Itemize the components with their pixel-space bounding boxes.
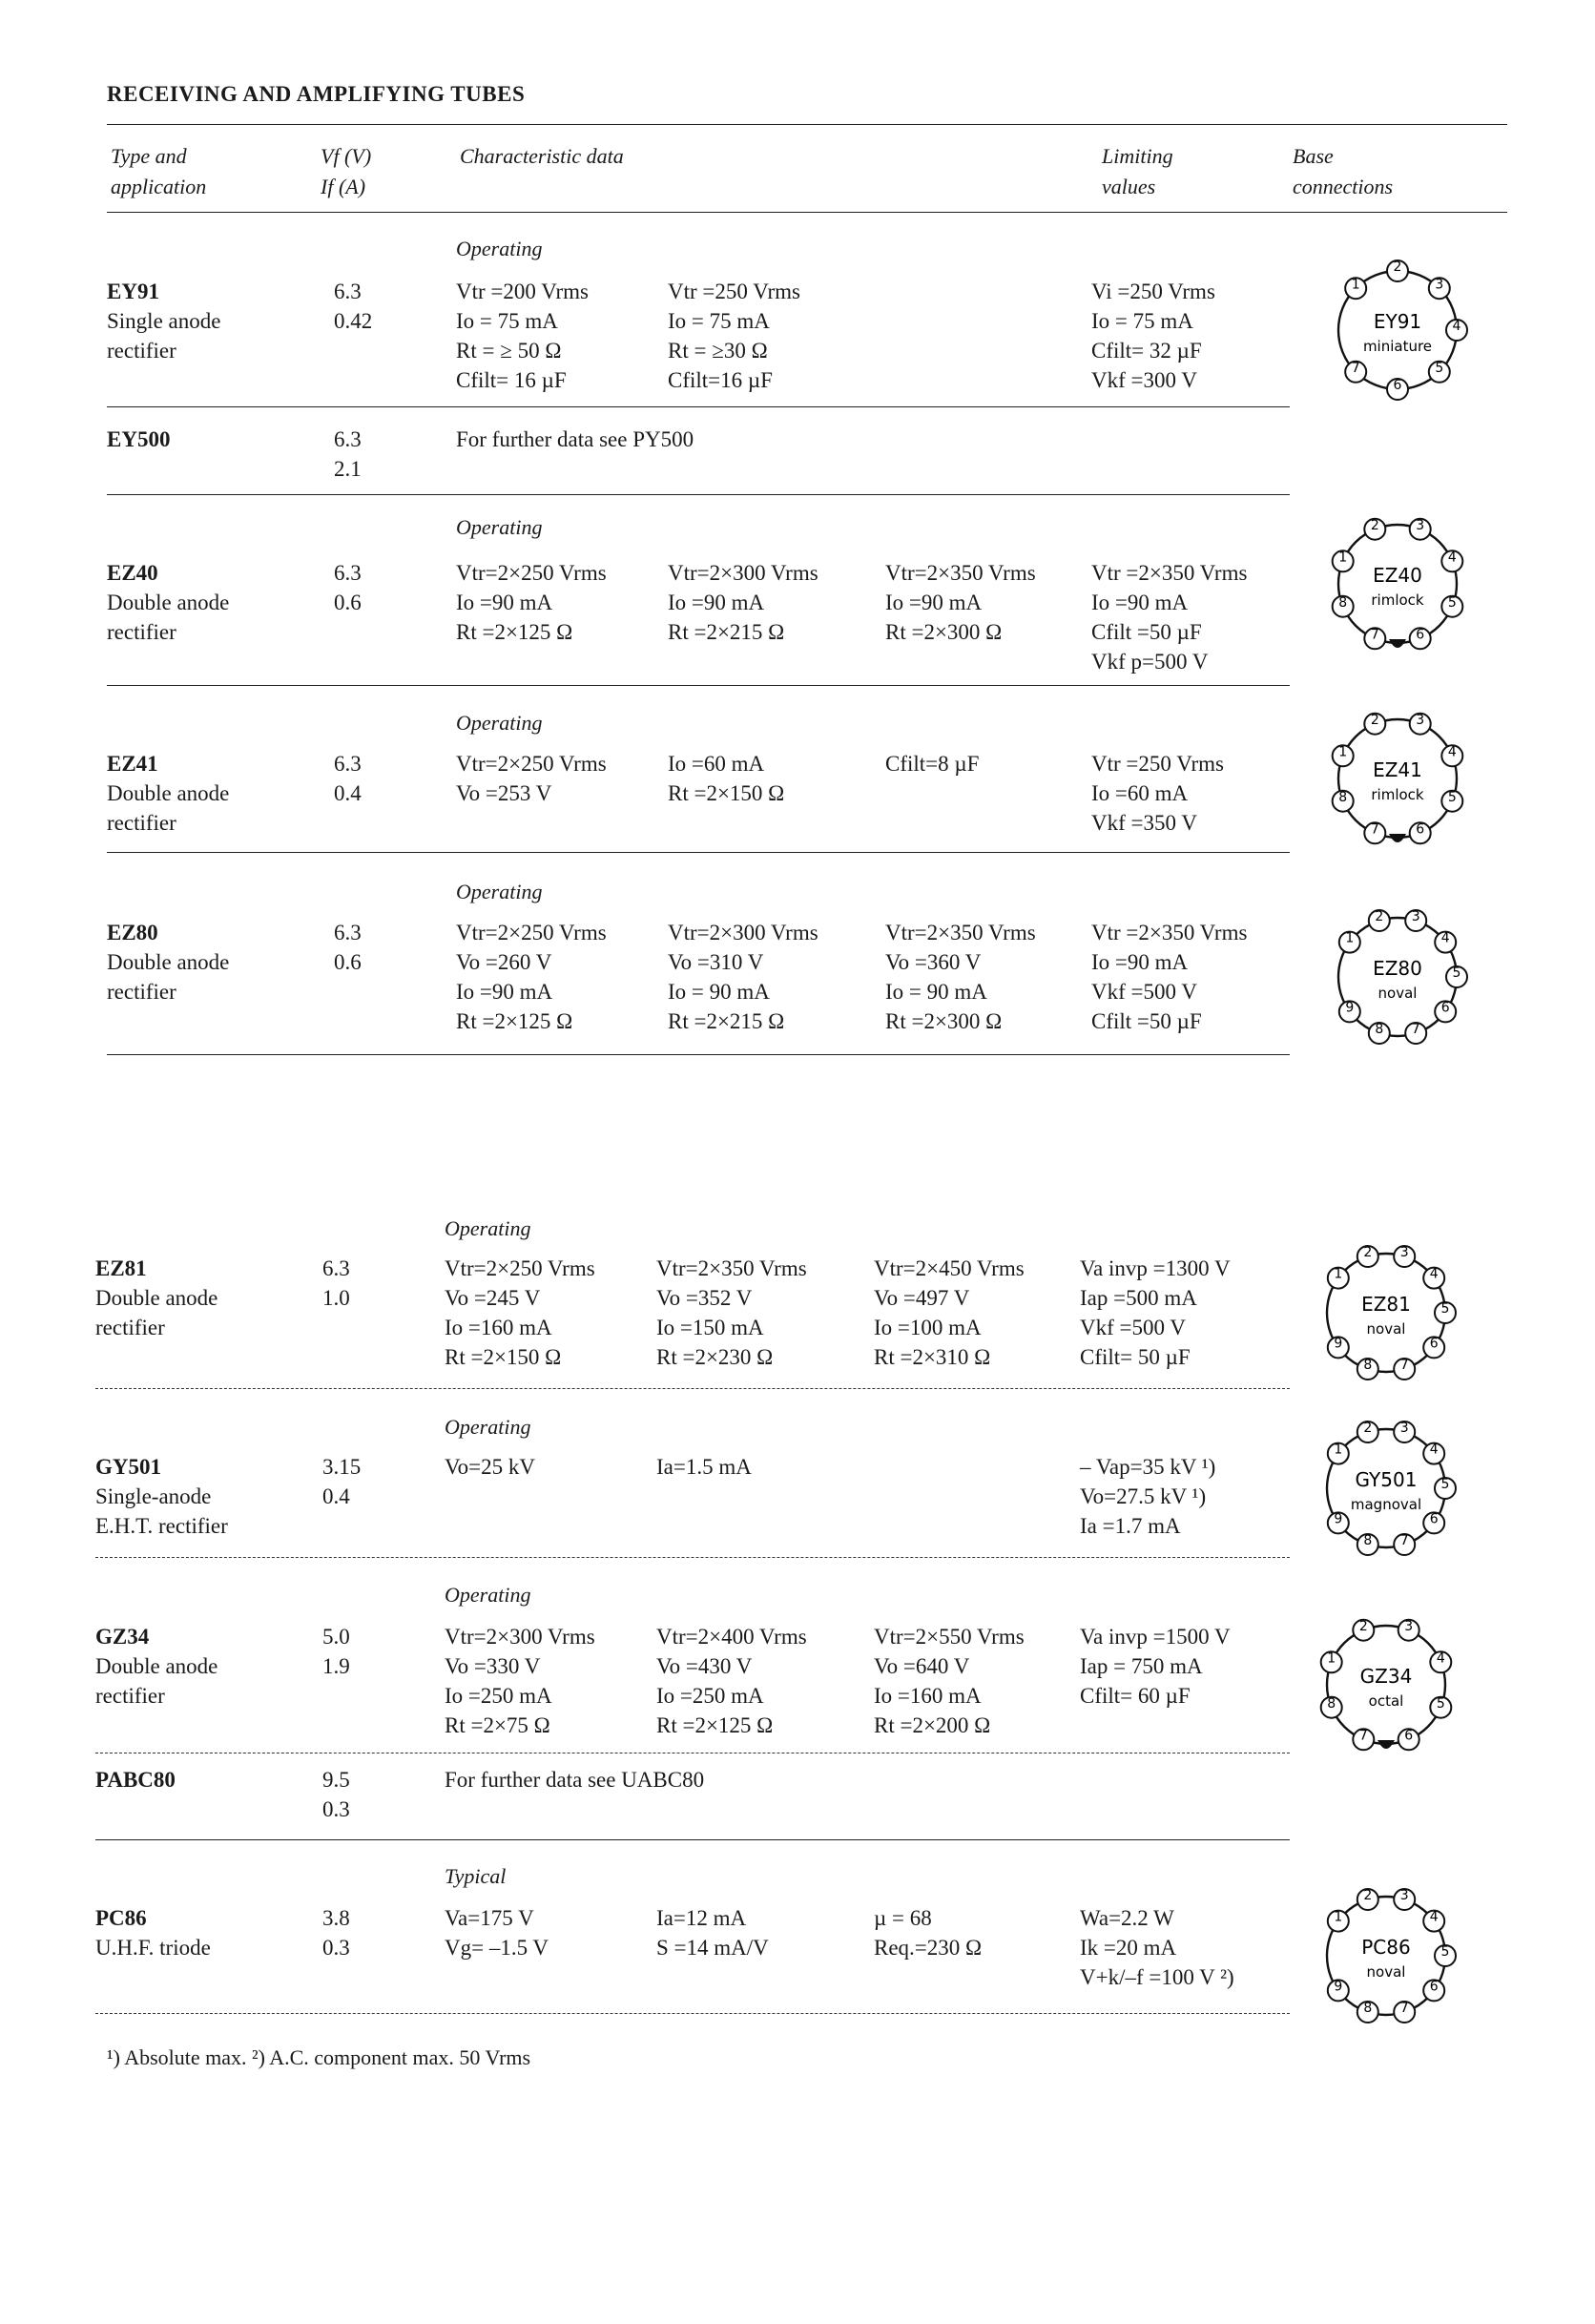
limiting-value: Vo=27.5 kV ¹) — [1080, 1484, 1207, 1508]
pin-number: 3 — [1399, 1245, 1409, 1261]
pin-number: 7 — [1351, 360, 1360, 376]
header-line: Base — [1293, 144, 1334, 168]
characteristic-value: Rt =2×125 Ω — [456, 1009, 573, 1033]
base-type-label: EZ40 — [1373, 564, 1422, 587]
characteristic-value: Rt =2×150 Ω — [445, 1345, 562, 1369]
pin-number: 1 — [1338, 550, 1348, 566]
characteristic-value: Cfilt= 16 µF — [456, 368, 567, 392]
pin-number: 2 — [1375, 909, 1384, 925]
pin-number: 2 — [1370, 517, 1379, 533]
characteristic-value: Io =250 mA — [656, 1684, 764, 1708]
characteristic-value: Rt =2×125 Ω — [656, 1713, 774, 1737]
header-type-application — [111, 141, 206, 202]
characteristic-value: Vtr=2×250 Vrms — [456, 921, 607, 944]
pin-number: 5 — [1435, 360, 1444, 376]
characteristic-value: Io = 90 mA — [668, 980, 770, 1004]
characteristic-value: Io =100 mA — [874, 1316, 982, 1339]
pin-number: 8 — [1338, 594, 1348, 611]
pin-number: 2 — [1393, 259, 1402, 276]
filament-current: 1.9 — [322, 1654, 350, 1678]
characteristic-value: Rt =2×75 Ω — [445, 1713, 550, 1737]
pin-number: 3 — [1399, 1888, 1409, 1904]
row-separator — [107, 406, 1290, 407]
characteristic-value: Vtr=2×450 Vrms — [874, 1256, 1025, 1280]
pin-number: 2 — [1363, 1421, 1373, 1437]
limiting-value: Vi =250 Vrms — [1091, 280, 1215, 303]
characteristic-value: Io =90 mA — [668, 591, 765, 614]
filament-current: 0.3 — [322, 1936, 350, 1960]
filament-current: 0.3 — [322, 1797, 350, 1821]
tube-application: rectifier — [107, 620, 176, 644]
header-line: Type and — [111, 144, 187, 168]
limiting-value: Cfilt= 50 µF — [1080, 1345, 1191, 1369]
condition-label: Operating — [445, 1583, 531, 1607]
characteristic-value: Io =60 mA — [668, 752, 765, 776]
pin-number: 2 — [1358, 1618, 1368, 1634]
characteristic-value: Vo=25 kV — [445, 1455, 535, 1479]
row-separator — [107, 852, 1290, 853]
characteristic-value: Io =250 mA — [445, 1684, 552, 1708]
characteristic-value: Vtr =250 Vrms — [668, 280, 800, 303]
tube-type: EZ40 — [107, 561, 158, 585]
base-connection-diagram — [1295, 1589, 1477, 1771]
filament-current: 0.42 — [334, 309, 373, 333]
pin-number: 5 — [1447, 594, 1457, 611]
limiting-value: Io =60 mA — [1091, 781, 1189, 805]
pin-number: 4 — [1447, 550, 1457, 566]
tube-application: E.H.T. rectifier — [95, 1514, 228, 1538]
characteristic-value: Rt =2×125 Ω — [456, 620, 573, 644]
pin-number: 5 — [1440, 1477, 1450, 1493]
tube-application: Double anode — [107, 591, 230, 614]
condition-label: Operating — [456, 237, 543, 260]
tube-application: Double anode — [107, 781, 230, 805]
pin-number: 9 — [1345, 1000, 1355, 1016]
base-diagram-svg — [1295, 1589, 1477, 1771]
limiting-value: Io =90 mA — [1091, 591, 1189, 614]
tube-application: rectifier — [95, 1316, 165, 1339]
base-subtype-label: miniature — [1362, 338, 1433, 355]
tube-application: Single-anode — [95, 1484, 212, 1508]
characteristic-value: Io =160 mA — [874, 1684, 982, 1708]
base-subtype-label: noval — [1378, 985, 1418, 1002]
characteristic-value: Vo =330 V — [445, 1654, 541, 1678]
header-limiting-values — [1102, 141, 1173, 202]
base-type-label: PC86 — [1361, 1936, 1411, 1959]
base-diagram-svg — [1307, 882, 1488, 1063]
limiting-value: Wa=2.2 W — [1080, 1906, 1174, 1930]
pin-number: 7 — [1399, 1533, 1409, 1549]
filament-current: 0.6 — [334, 950, 362, 974]
characteristic-value: Vtr=2×250 Vrms — [456, 752, 607, 776]
characteristic-value: Vtr=2×300 Vrms — [668, 921, 818, 944]
pin-number: 5 — [1452, 965, 1461, 982]
pin-number: 7 — [1358, 1728, 1368, 1744]
characteristic-value: Vtr=2×300 Vrms — [445, 1625, 595, 1649]
row-separator — [95, 1557, 1290, 1558]
characteristic-value: Cfilt=16 µF — [668, 368, 773, 392]
characteristic-value: S =14 mA/V — [656, 1936, 769, 1960]
characteristic-value: Rt =2×300 Ω — [885, 620, 1003, 644]
limiting-value: Vkf =350 V — [1091, 811, 1197, 835]
base-connection-diagram — [1295, 1393, 1477, 1574]
pin-number: 4 — [1429, 1909, 1439, 1925]
further-data-note: For further data see UABC80 — [445, 1768, 705, 1792]
base-subtype-label: magnoval — [1350, 1496, 1422, 1513]
filament-current: 0.4 — [334, 781, 362, 805]
limiting-value: Va invp =1300 V — [1080, 1256, 1231, 1280]
limiting-value: Va invp =1500 V — [1080, 1625, 1231, 1649]
header-line: values — [1102, 175, 1156, 198]
tube-type: PABC80 — [95, 1768, 176, 1792]
further-data-note: For further data see PY500 — [456, 427, 694, 451]
pin-number: 6 — [1404, 1728, 1414, 1744]
base-connection-diagram — [1295, 1217, 1477, 1399]
header-characteristic-data: Characteristic data — [460, 144, 624, 168]
pin-number: 7 — [1370, 821, 1379, 838]
pin-number: 5 — [1447, 789, 1457, 805]
pin-number: 9 — [1334, 1336, 1343, 1352]
limiting-value: Cfilt= 60 µF — [1080, 1684, 1191, 1708]
characteristic-value: Vg= –1.5 V — [445, 1936, 549, 1960]
characteristic-value: Rt = ≥30 Ω — [668, 339, 768, 363]
characteristic-value: Io = 90 mA — [885, 980, 987, 1004]
pin-number: 6 — [1429, 1511, 1439, 1527]
tube-type: GZ34 — [95, 1625, 150, 1649]
header-line: Vf (V) — [321, 144, 372, 168]
condition-label: Operating — [445, 1415, 531, 1439]
pin-number: 1 — [1334, 1266, 1343, 1282]
pin-number: 7 — [1411, 1022, 1420, 1038]
base-diagram-svg — [1295, 1860, 1477, 2042]
limiting-value: Vkf =300 V — [1091, 368, 1197, 392]
base-diagram-svg — [1307, 683, 1488, 864]
filament-current: 2.1 — [334, 457, 362, 481]
base-subtype-label: noval — [1366, 1963, 1406, 1981]
row-separator — [95, 2013, 1290, 2014]
base-connection-diagram — [1295, 1860, 1477, 2042]
characteristic-value: Io = 75 mA — [668, 309, 770, 333]
filament-voltage: 6.3 — [334, 752, 362, 776]
row-separator — [107, 685, 1290, 686]
base-key — [1378, 1740, 1395, 1749]
characteristic-value: Vo =360 V — [885, 950, 982, 974]
filament-current: 0.4 — [322, 1484, 350, 1508]
condition-label: Operating — [445, 1216, 531, 1240]
pin-number: 4 — [1440, 930, 1450, 946]
base-key — [1389, 639, 1406, 648]
characteristic-value: Vo =245 V — [445, 1286, 541, 1310]
pin-number: 7 — [1399, 2001, 1409, 2017]
base-subtype-label: octal — [1368, 1692, 1404, 1710]
characteristic-value: Rt =2×200 Ω — [874, 1713, 991, 1737]
base-diagram-svg — [1295, 1217, 1477, 1399]
pin-number: 2 — [1370, 712, 1379, 728]
limiting-value: Io =90 mA — [1091, 950, 1189, 974]
characteristic-value: Rt =2×300 Ω — [885, 1009, 1003, 1033]
base-diagram-svg — [1295, 1393, 1477, 1574]
pin-number: 3 — [1416, 712, 1425, 728]
condition-label: Operating — [456, 515, 543, 539]
row-separator — [95, 1839, 1290, 1840]
limiting-value: Vtr =250 Vrms — [1091, 752, 1224, 776]
pin-number: 1 — [1345, 930, 1355, 946]
characteristic-value: Req.=230 Ω — [874, 1936, 983, 1960]
base-connection-diagram — [1307, 683, 1488, 864]
row-separator — [107, 494, 1290, 495]
limiting-value: Io = 75 mA — [1091, 309, 1193, 333]
pin-number: 1 — [1338, 744, 1348, 760]
pin-number: 5 — [1436, 1695, 1445, 1712]
header-bottom-rule — [107, 212, 1507, 213]
header-line: Limiting — [1102, 144, 1173, 168]
limiting-value: V+k/–f =100 V ²) — [1080, 1965, 1234, 1989]
characteristic-value: Io = 75 mA — [456, 309, 558, 333]
pin-number: 4 — [1429, 1442, 1439, 1458]
tube-type: EZ41 — [107, 752, 158, 776]
characteristic-value: Io =90 mA — [456, 591, 553, 614]
limiting-value: Iap =500 mA — [1080, 1286, 1197, 1310]
condition-label: Operating — [456, 880, 543, 903]
limiting-value: Vkf =500 V — [1091, 980, 1197, 1004]
tube-application: rectifier — [95, 1684, 165, 1708]
tube-application: Double anode — [95, 1654, 218, 1678]
characteristic-value: Vo =430 V — [656, 1654, 753, 1678]
filament-voltage: 9.5 — [322, 1768, 350, 1792]
characteristic-value: Vo =352 V — [656, 1286, 753, 1310]
limiting-value: Ia =1.7 mA — [1080, 1514, 1181, 1538]
characteristic-value: Vtr=2×550 Vrms — [874, 1625, 1025, 1649]
tube-application: rectifier — [107, 980, 176, 1004]
pin-number: 5 — [1440, 1301, 1450, 1318]
tube-type: EZ81 — [95, 1256, 147, 1280]
characteristic-value: Vtr =200 Vrms — [456, 280, 589, 303]
characteristic-value: Io =160 mA — [445, 1316, 552, 1339]
characteristic-value: Rt =2×150 Ω — [668, 781, 785, 805]
tube-type: EY91 — [107, 280, 159, 303]
filament-voltage: 3.15 — [322, 1455, 362, 1479]
condition-label: Typical — [445, 1864, 507, 1888]
pin-number: 6 — [1440, 1000, 1450, 1016]
characteristic-value: Io =90 mA — [456, 980, 553, 1004]
pin-number: 3 — [1435, 277, 1444, 293]
base-connection-diagram — [1307, 488, 1488, 670]
tube-application: Single anode — [107, 309, 221, 333]
characteristic-value: Vtr=2×250 Vrms — [456, 561, 607, 585]
filament-voltage: 6.3 — [334, 427, 362, 451]
characteristic-value: Vo =260 V — [456, 950, 552, 974]
pin-number: 1 — [1327, 1650, 1336, 1667]
pin-number: 8 — [1363, 2001, 1373, 2017]
header-line: connections — [1293, 175, 1394, 198]
pin-number: 9 — [1334, 1979, 1343, 1995]
pin-number: 6 — [1393, 378, 1402, 394]
characteristic-value: Vo =497 V — [874, 1286, 970, 1310]
tube-application: rectifier — [107, 339, 176, 363]
pin-number: 8 — [1363, 1533, 1373, 1549]
base-type-label: GY501 — [1355, 1468, 1418, 1491]
pin-number: 3 — [1411, 909, 1420, 925]
pin-number: 8 — [1375, 1022, 1384, 1038]
page-title: RECEIVING AND AMPLIFYING TUBES — [107, 82, 526, 106]
characteristic-value: Vtr=2×300 Vrms — [668, 561, 818, 585]
characteristic-value: Vo =253 V — [456, 781, 552, 805]
limiting-value: Cfilt =50 µF — [1091, 1009, 1202, 1033]
filament-current: 0.6 — [334, 591, 362, 614]
pin-number: 1 — [1334, 1909, 1343, 1925]
characteristic-value: Vtr=2×250 Vrms — [445, 1256, 595, 1280]
header-vf-if — [321, 141, 371, 202]
base-type-label: EZ81 — [1361, 1293, 1411, 1316]
pin-number: 4 — [1436, 1650, 1445, 1667]
filament-voltage: 6.3 — [334, 280, 362, 303]
base-connection-diagram — [1307, 235, 1488, 416]
pin-number: 9 — [1334, 1511, 1343, 1527]
filament-voltage: 5.0 — [322, 1625, 350, 1649]
pin-number: 1 — [1351, 277, 1360, 293]
tube-application: Double anode — [107, 950, 230, 974]
characteristic-value: Va=175 V — [445, 1906, 534, 1930]
limiting-value: Ik =20 mA — [1080, 1936, 1177, 1960]
characteristic-value: Vo =640 V — [874, 1654, 970, 1678]
limiting-value: Cfilt= 32 µF — [1091, 339, 1202, 363]
tube-type: EY500 — [107, 427, 171, 451]
base-type-label: EZ41 — [1373, 758, 1422, 781]
filament-voltage: 6.3 — [322, 1256, 350, 1280]
header-line: If (A) — [321, 175, 366, 198]
characteristic-value: Rt =2×230 Ω — [656, 1345, 774, 1369]
filament-voltage: 3.8 — [322, 1906, 350, 1930]
base-subtype-label: rimlock — [1371, 591, 1424, 609]
characteristic-value: Vo =310 V — [668, 950, 764, 974]
row-separator — [95, 1388, 1290, 1389]
tube-application: U.H.F. triode — [95, 1936, 211, 1960]
characteristic-value: Cfilt=8 µF — [885, 752, 980, 776]
pin-number: 4 — [1429, 1266, 1439, 1282]
pin-number: 8 — [1338, 789, 1348, 805]
limiting-value: Vkf =500 V — [1080, 1316, 1186, 1339]
base-type-label: EZ80 — [1373, 957, 1422, 980]
pin-number: 7 — [1370, 627, 1379, 643]
filament-voltage: 6.3 — [334, 561, 362, 585]
tube-type: EZ80 — [107, 921, 158, 944]
characteristic-value: Rt =2×215 Ω — [668, 1009, 785, 1033]
characteristic-value: Rt = ≥ 50 Ω — [456, 339, 562, 363]
pin-number: 3 — [1399, 1421, 1409, 1437]
characteristic-value: Ia=1.5 mA — [656, 1455, 752, 1479]
base-subtype-label: noval — [1366, 1320, 1406, 1338]
tube-type: GY501 — [95, 1455, 161, 1479]
header-top-rule — [107, 124, 1507, 125]
pin-number: 3 — [1416, 517, 1425, 533]
pin-number: 2 — [1363, 1888, 1373, 1904]
pin-number: 6 — [1429, 1336, 1439, 1352]
base-subtype-label: rimlock — [1371, 786, 1424, 803]
limiting-value: – Vap=35 kV ¹) — [1080, 1455, 1216, 1479]
characteristic-value: Vtr=2×350 Vrms — [885, 561, 1036, 585]
filament-voltage: 6.3 — [334, 921, 362, 944]
tube-application: Double anode — [95, 1286, 218, 1310]
base-key — [1389, 834, 1406, 842]
base-connection-diagram — [1307, 882, 1488, 1063]
pin-number: 8 — [1363, 1358, 1373, 1374]
pin-number: 2 — [1363, 1245, 1373, 1261]
tube-type: PC86 — [95, 1906, 147, 1930]
pin-number: 6 — [1429, 1979, 1439, 1995]
pin-number: 6 — [1416, 821, 1425, 838]
limiting-value: Vtr =2×350 Vrms — [1091, 561, 1248, 585]
characteristic-value: Vtr=2×350 Vrms — [656, 1256, 807, 1280]
filament-current: 1.0 — [322, 1286, 350, 1310]
characteristic-value: Io =150 mA — [656, 1316, 764, 1339]
base-diagram-svg — [1307, 488, 1488, 670]
limiting-value: Cfilt =50 µF — [1091, 620, 1202, 644]
condition-label: Operating — [456, 711, 543, 735]
pin-number: 4 — [1447, 744, 1457, 760]
characteristic-value: Rt =2×310 Ω — [874, 1345, 991, 1369]
characteristic-value: µ = 68 — [874, 1906, 932, 1930]
tube-application: rectifier — [107, 811, 176, 835]
pin-number: 5 — [1440, 1944, 1450, 1961]
pin-number: 7 — [1399, 1358, 1409, 1374]
pin-number: 8 — [1327, 1695, 1336, 1712]
row-separator — [107, 1054, 1290, 1055]
characteristic-value: Io =90 mA — [885, 591, 983, 614]
pin-number: 4 — [1452, 319, 1461, 335]
header-base-connections — [1293, 141, 1393, 202]
characteristic-value: Ia=12 mA — [656, 1906, 747, 1930]
footnote: ¹) Absolute max. ²) A.C. component max. 50 Vrms — [107, 2045, 531, 2069]
pin-number: 6 — [1416, 627, 1425, 643]
base-diagram-svg — [1307, 235, 1488, 416]
pin-number: 1 — [1334, 1442, 1343, 1458]
limiting-value: Iap = 750 mA — [1080, 1654, 1203, 1678]
limiting-value: Vtr =2×350 Vrms — [1091, 921, 1248, 944]
characteristic-value: Vtr=2×350 Vrms — [885, 921, 1036, 944]
pin-number: 3 — [1404, 1618, 1414, 1634]
characteristic-value: Rt =2×215 Ω — [668, 620, 785, 644]
base-type-label: GZ34 — [1359, 1665, 1413, 1688]
base-type-label: EY91 — [1373, 310, 1422, 333]
header-line: application — [111, 175, 207, 198]
limiting-value: Vkf p=500 V — [1091, 650, 1209, 674]
characteristic-value: Vtr=2×400 Vrms — [656, 1625, 807, 1649]
